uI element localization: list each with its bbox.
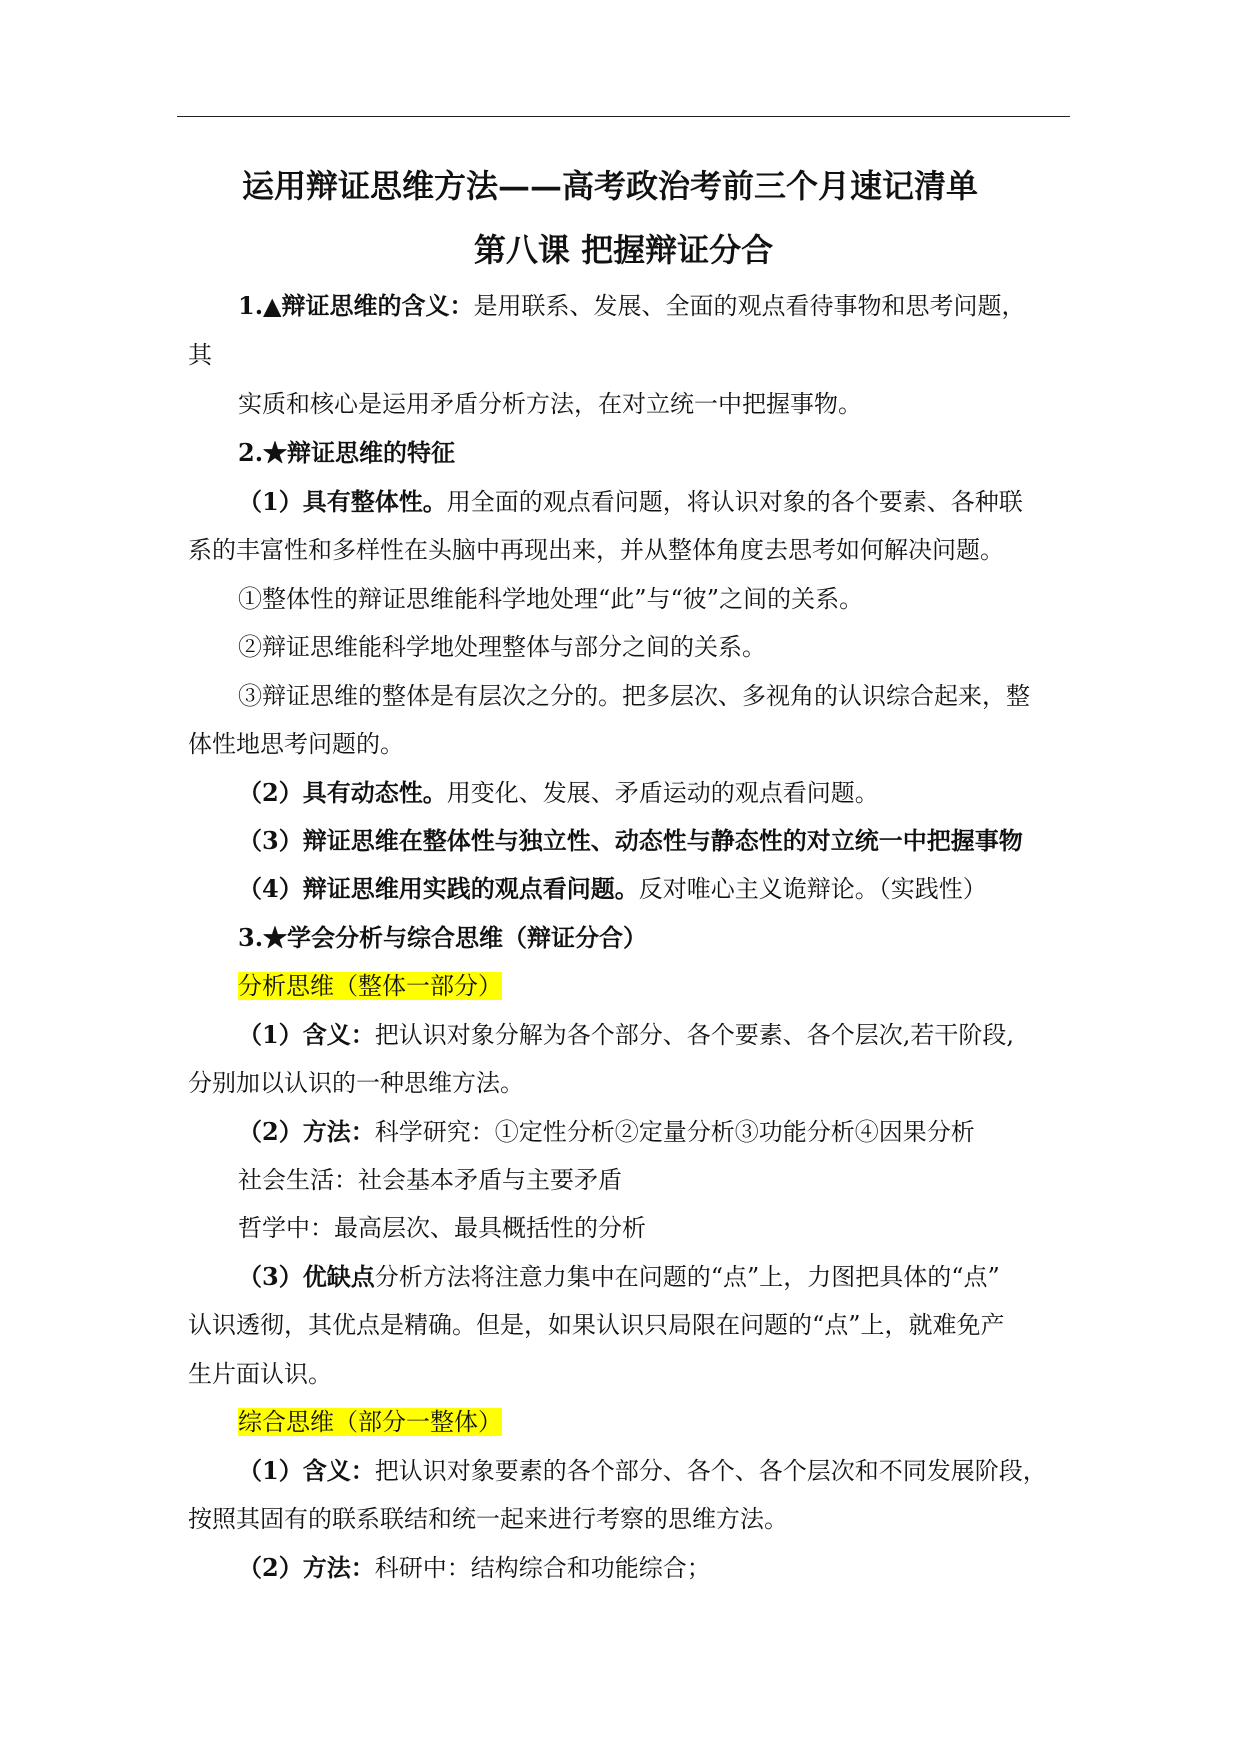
section-1-line-1 bbox=[238, 291, 1026, 321]
section-1-text: 是用联系、发展、全面的观点看待事物和思考问题， bbox=[473, 292, 1026, 320]
feature-1-line-2: 系的丰富性和多样性在头脑中再现出来，并从整体角度去思考如何解决问题。 bbox=[188, 536, 1004, 564]
analysis-label-line bbox=[238, 971, 502, 1001]
document-title: 运用辩证思维方法——高考政治考前三个月速记清单 bbox=[241, 167, 978, 205]
analysis-definition-heading: （1）含义： bbox=[238, 1020, 375, 1049]
feature-4-line: （4）辩证思维用实践的观点看问题。反对唯心主义诡辩论。（实践性） bbox=[238, 874, 987, 903]
analysis-definition-line-2: 分别加以认识的一种思维方法。 bbox=[188, 1069, 524, 1097]
feature-4-heading: （4）辩证思维用实践的观点看问题。 bbox=[238, 874, 639, 903]
analysis-method-heading: （2）方法： bbox=[238, 1117, 375, 1146]
feature-2-heading: （2）具有动态性。 bbox=[238, 778, 447, 807]
analysis-definition-line-1: （1）含义：把认识对象分解为各个部分、各个要素、各个层次,若干阶段, bbox=[238, 1020, 1014, 1049]
feature-1-point-1: ①整体性的辩证思维能科学地处理“此”与“彼”之间的关系。 bbox=[238, 585, 864, 613]
analysis-method-social: 社会生活：社会基本矛盾与主要矛盾 bbox=[238, 1166, 622, 1194]
analysis-pros-cons-line-2: 认识透彻，其优点是精确。但是，如果认识只局限在问题的“点”上，就难免产 bbox=[188, 1311, 1005, 1339]
synthesis-method-line: （2）方法：科研中：结构综合和功能综合； bbox=[238, 1553, 711, 1582]
section-2-heading: 2.★辩证思维的特征 bbox=[238, 438, 456, 467]
feature-1-point-3-line-1: ③辩证思维的整体是有层次之分的。把多层次、多视角的认识综合起来，整 bbox=[238, 682, 1030, 710]
synthesis-definition-line-1: （1）含义：把认识对象要素的各个部分、各个、各个层次和不同发展阶段， bbox=[238, 1456, 1047, 1485]
feature-1-point-2: ②辩证思维能科学地处理整体与部分之间的关系。 bbox=[238, 633, 766, 661]
section-1-line-3: 实质和核心是运用矛盾分析方法，在对立统一中把握事物。 bbox=[238, 390, 862, 418]
analysis-highlight-label: 分析思维（整体一部分） bbox=[238, 972, 502, 1000]
lesson-title: 第八课 把握辩证分合 bbox=[473, 231, 774, 269]
synthesis-definition-line-2: 按照其固有的联系联结和统一起来进行考察的思维方法。 bbox=[188, 1505, 788, 1533]
feature-1-line-1: （1）具有整体性。用全面的观点看问题，将认识对象的各个要素、各种联 bbox=[238, 487, 1023, 516]
section-3-heading: 3.★学会分析与综合思维（辩证分合） bbox=[238, 923, 648, 952]
synthesis-definition-heading: （1）含义： bbox=[238, 1456, 375, 1485]
synthesis-highlight-label: 综合思维（部分一整体） bbox=[238, 1408, 502, 1436]
analysis-pros-cons-heading: （3）优缺点 bbox=[238, 1262, 375, 1291]
analysis-method-philosophy: 哲学中：最高层次、最具概括性的分析 bbox=[238, 1214, 646, 1242]
synthesis-label-line bbox=[238, 1407, 502, 1437]
analysis-method-line: （2）方法：科学研究：①定性分析②定量分析③功能分析④因果分析 bbox=[238, 1117, 975, 1146]
feature-1-point-3-line-2: 体性地思考问题的。 bbox=[188, 730, 404, 758]
section-1-line-2: 其 bbox=[188, 341, 212, 369]
section-1-heading: 1.▲辩证思维的含义： bbox=[238, 291, 474, 320]
feature-2-line: （2）具有动态性。用变化、发展、矛盾运动的观点看问题。 bbox=[238, 778, 879, 807]
synthesis-method-heading: （2）方法： bbox=[238, 1553, 375, 1582]
analysis-pros-cons-line-1: （3）优缺点分析方法将注意力集中在问题的“点”上，力图把具体的“点” bbox=[238, 1262, 1000, 1291]
feature-1-heading: （1）具有整体性。 bbox=[238, 487, 447, 516]
analysis-pros-cons-line-3: 生片面认识。 bbox=[188, 1360, 332, 1388]
header-rule bbox=[177, 116, 1070, 117]
feature-3-line: （3）辩证思维在整体性与独立性、动态性与静态性的对立统一中把握事物 bbox=[238, 826, 1023, 855]
